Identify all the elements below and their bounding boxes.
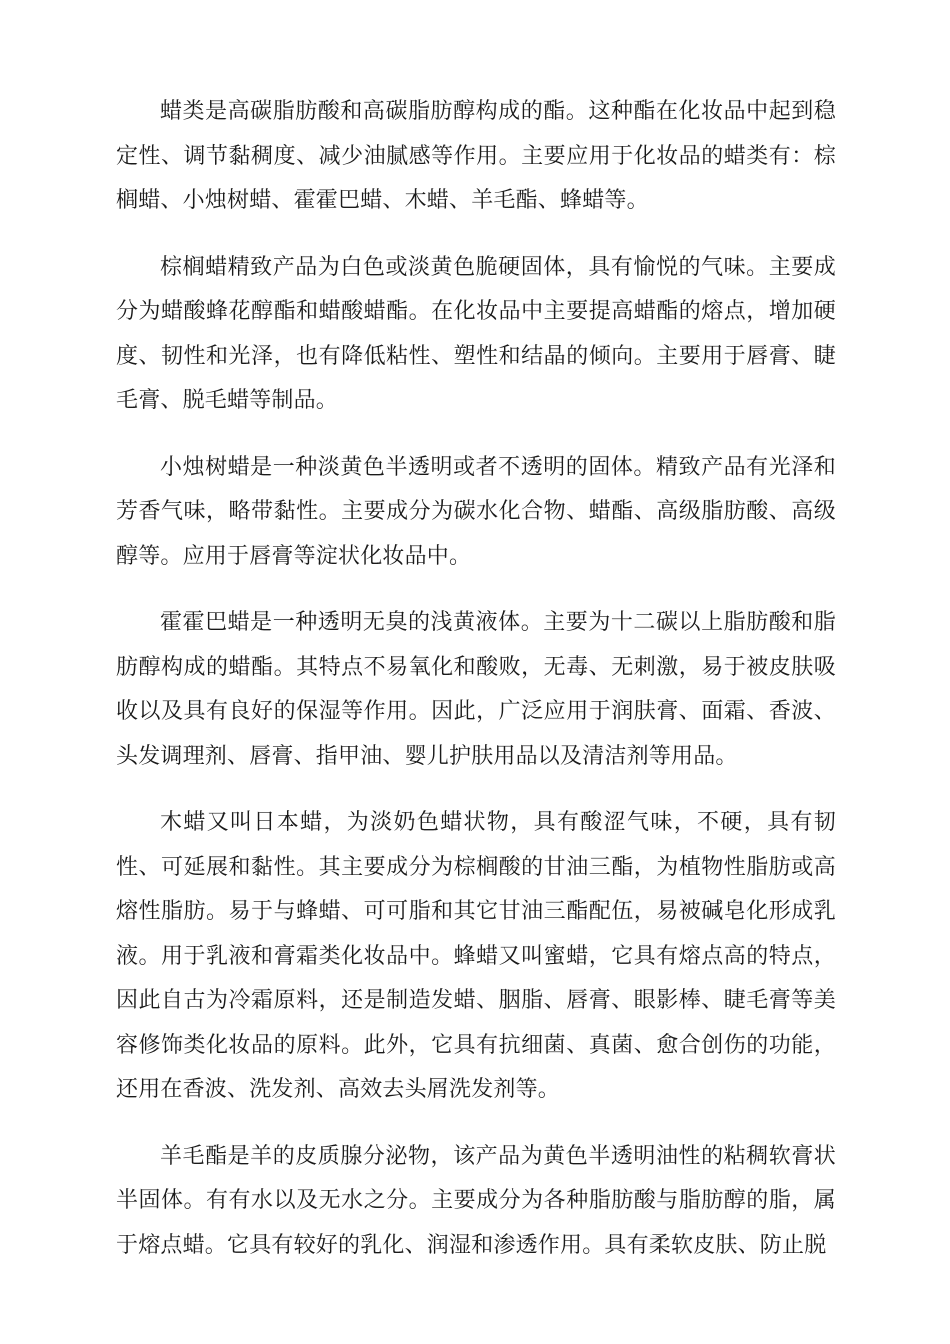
paragraph-waxes-intro: 蜡类是高碳脂肪酸和高碳脂肪醇构成的酯。这种酯在化妆品中起到稳定性、调节黏稠度、减少油腻感等作用。主要应用于化妆品的蜡类有：棕榈蜡、小烛树蜡、霍霍巴蜡、木蜡、羊毛酯、蜂蜡等。 xyxy=(116,99,836,213)
paragraph-jojoba-wax: 霍霍巴蜡是一种透明无臭的浅黄液体。主要为十二碳以上脂肪酸和脂肪醇构成的蜡酯。其特点不易氧化和酸败，无毒、无刺激，易于被皮肤吸收以及具有良好的保湿等作用。因此，广泛应用于润肤膏、面霜、香波、头发调理剂、唇膏、指甲油、婴儿护肤用品以及清洁剂等用品。 xyxy=(116,610,836,769)
paragraph-japan-wax-beeswax: 木蜡又叫日本蜡，为淡奶色蜡状物，具有酸涩气味，不硬，具有韧性、可延展和黏性。其主要成分为棕榈酸的甘油三酯，为植物性脂肪或高熔性脂肪。易于与蜂蜡、可可脂和其它甘油三酯配伍，易被碱皂化形成乳液。用于乳液和膏霜类化妆品中。蜂蜡又叫蜜蜡，它具有熔点高的特点，因此自古为冷霜原料，还是制造发蜡、胭脂、唇膏、眼影棒、睫毛膏等美容修饰类化妆品的原料。此外，它具有抗细菌、真菌、愈合创伤的功能，还用在香波、洗发剂、高效去头屑洗发剂等。 xyxy=(116,810,836,1102)
document-body xyxy=(116,90,836,1290)
paragraph-carnauba-wax: 棕榈蜡精致产品为白色或淡黄色脆硬固体，具有愉悦的气味。主要成分为蜡酸蜂花醇酯和蜡酸蜡酯。在化妆品中主要提高蜡酯的熔点，增加硬度、韧性和光泽，也有降低粘性、塑性和结晶的倾向。主要用于唇膏、睫毛膏、脱毛蜡等制品。 xyxy=(116,254,836,413)
paragraph-lanolin: 羊毛酯是羊的皮质腺分泌物，该产品为黄色半透明油性的粘稠软膏状半固体。有有水以及无水之分。主要成分为各种脂肪酸与脂肪醇的脂，属于熔点蜡。它具有较好的乳化、润湿和渗透作用。具有柔软皮肤、防止脱 xyxy=(116,1143,836,1258)
paragraph-candelilla-wax: 小烛树蜡是一种淡黄色半透明或者不透明的固体。精致产品有光泽和芳香气味，略带黏性。主要成分为碳水化合物、蜡酯、高级脂肪酸、高级醇等。应用于唇膏等淀状化妆品中。 xyxy=(116,454,836,569)
